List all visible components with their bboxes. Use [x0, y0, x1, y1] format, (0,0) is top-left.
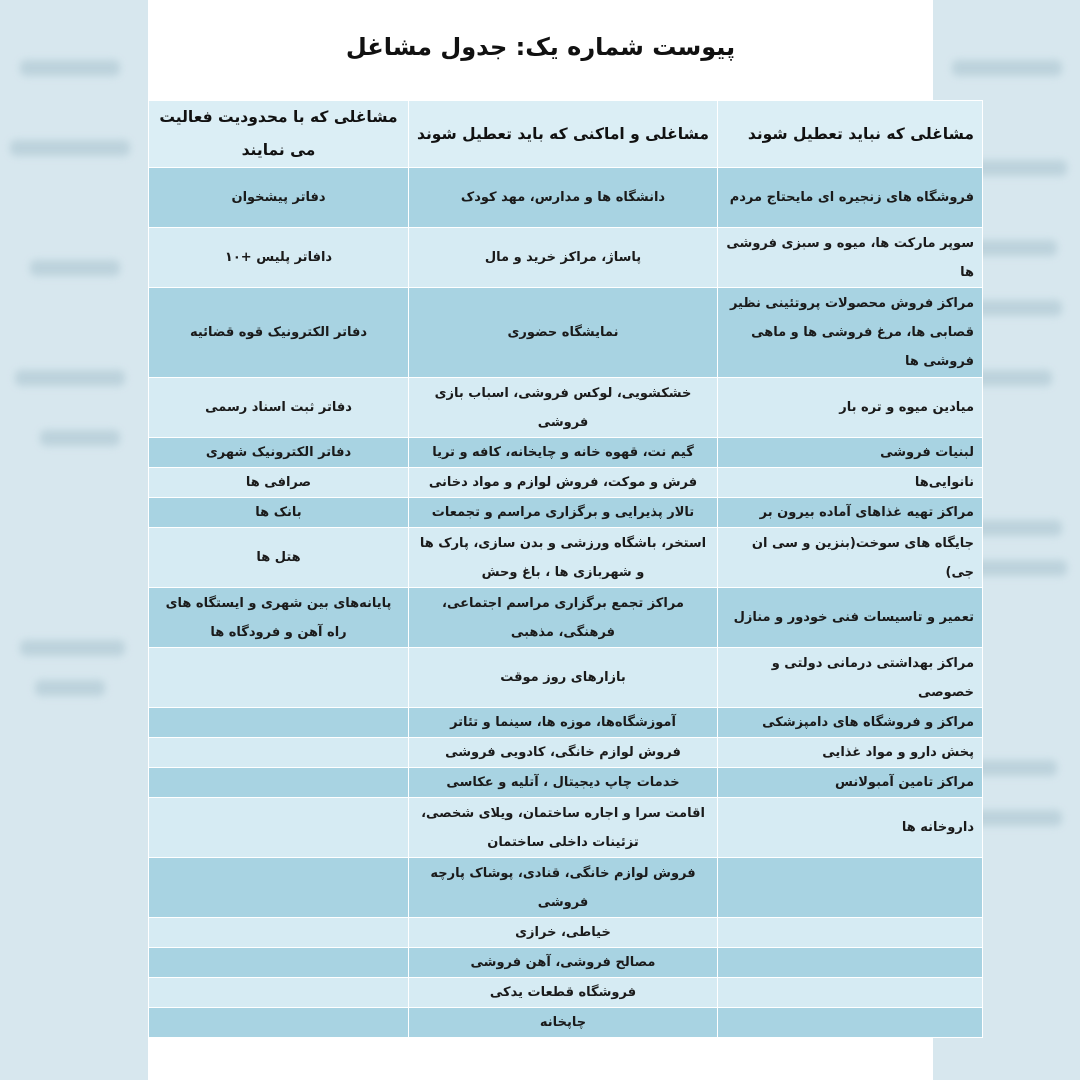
table-row [149, 798, 983, 858]
cell-closed: دانشگاه ها و مدارس، مهد کودک [409, 168, 718, 228]
cell-closed: تالار پذیرایی و برگزاری مراسم و تجمعات [409, 498, 718, 528]
cell-open: پخش دارو و مواد غذایی [718, 738, 983, 768]
cell-open [718, 1008, 983, 1038]
cell-restricted [149, 1008, 409, 1038]
cell-closed: نمایشگاه حضوری [409, 288, 718, 378]
cell-open: مراکز بهداشتی درمانی دولتی و خصوصی [718, 648, 983, 708]
cell-open: مراکز و فروشگاه های دامپزشکی [718, 708, 983, 738]
cell-restricted [149, 648, 409, 708]
cell-restricted: دافاتر پلیس +۱۰ [149, 228, 409, 288]
cell-closed: مصالح فروشی، آهن فروشی [409, 948, 718, 978]
table-row [149, 438, 983, 468]
cell-closed: فروش لوازم خانگی، کادویی فروشی [409, 738, 718, 768]
cell-restricted [149, 768, 409, 798]
cell-open: سوپر مارکت ها، میوه و سبزی فروشی ها [718, 228, 983, 288]
table-row [149, 168, 983, 228]
cell-closed: اقامت سرا و اجاره ساختمان، ویلای شخصی، تزئینات داخلی ساختمان [409, 798, 718, 858]
cell-open: داروخانه ها [718, 798, 983, 858]
cell-restricted: پایانه‌های بین شهری و ایستگاه های راه آهن و فرودگاه ها [149, 588, 409, 648]
cell-open [718, 858, 983, 918]
cell-open: مراکز تهیه غذاهای آماده بیرون بر [718, 498, 983, 528]
cell-closed: استخر، باشگاه ورزشی و بدن سازی، پارک ها و شهربازی ها ، باغ وحش [409, 528, 718, 588]
cell-restricted: بانک ها [149, 498, 409, 528]
table-row [149, 948, 983, 978]
cell-open: تعمیر و تاسیسات فنی خودور و منازل [718, 588, 983, 648]
table-body [149, 168, 983, 1038]
table-row [149, 228, 983, 288]
cell-restricted [149, 978, 409, 1008]
cell-closed: خشکشویی، لوکس فروشی، اسباب بازی فروشی [409, 378, 718, 438]
cell-closed: خدمات چاپ دیجیتال ، آتلیه و عکاسی [409, 768, 718, 798]
page-title: پیوست شماره یک: جدول مشاغل [345, 33, 736, 61]
cell-restricted: صرافی ها [149, 468, 409, 498]
cell-restricted [149, 708, 409, 738]
cell-closed: بازارهای روز موقت [409, 648, 718, 708]
cell-restricted [149, 918, 409, 948]
cell-closed: چاپخانه [409, 1008, 718, 1038]
table-row [149, 858, 983, 918]
cell-restricted [149, 798, 409, 858]
cell-open: لبنیات فروشی [718, 438, 983, 468]
cell-closed: فروش لوازم خانگی، قنادی، پوشاک پارچه فروشی [409, 858, 718, 918]
table-row [149, 378, 983, 438]
cell-restricted [149, 738, 409, 768]
table-row [149, 978, 983, 1008]
cell-restricted: دفاتر الکترونیک قوه قضائیه [149, 288, 409, 378]
cell-closed: فروشگاه قطعات یدکی [409, 978, 718, 1008]
cell-closed: خیاطی، خرازی [409, 918, 718, 948]
cell-restricted: دفاتر پیشخوان [149, 168, 409, 228]
cell-open: مراکز فروش محصولات پروتئینی نظیر قصابی ها، مرغ فروشی ها و ماهی فروشی ها [718, 288, 983, 378]
cell-open: نانوایی‌ها [718, 468, 983, 498]
cell-restricted: دفاتر ثبت اسناد رسمی [149, 378, 409, 438]
table-row [149, 708, 983, 738]
page-bottom-margin [148, 1054, 933, 1080]
cell-open: فروشگاه های زنجیره ای مایحتاج مردم [718, 168, 983, 228]
cell-restricted [149, 948, 409, 978]
cell-open: میادین میوه و تره بار [718, 378, 983, 438]
header-open-businesses: مشاغلی که نباید تعطیل شوند [718, 101, 983, 168]
table-row [149, 1008, 983, 1038]
blurred-background-left [0, 0, 148, 1080]
table-row [149, 468, 983, 498]
document-page [148, 0, 974, 1080]
table-row [149, 528, 983, 588]
cell-open: جایگاه های سوخت(بنزین و سی ان جی) [718, 528, 983, 588]
cell-closed: فرش و موکت، فروش لوازم و مواد دخانی [409, 468, 718, 498]
cell-closed: آموزشگاه‌ها، موزه ها، سینما و تئاتر [409, 708, 718, 738]
table-row [149, 498, 983, 528]
table-header-row [149, 101, 983, 168]
cell-open [718, 918, 983, 948]
cell-restricted [149, 858, 409, 918]
occupations-table [148, 100, 983, 1038]
cell-closed: پاساژ، مراکز خرید و مال [409, 228, 718, 288]
cell-closed: گیم نت، قهوه خانه و چایخانه، کافه و تریا [409, 438, 718, 468]
cell-restricted: دفاتر الکترونیک شهری [149, 438, 409, 468]
cell-open [718, 978, 983, 1008]
cell-open [718, 948, 983, 978]
table-row [149, 738, 983, 768]
header-closed-businesses: مشاغلی و اماکنی که باید تعطیل شوند [409, 101, 718, 168]
cell-open: مراکز تامین آمبولانس [718, 768, 983, 798]
cell-restricted: هتل ها [149, 528, 409, 588]
header-restricted-businesses: مشاغلی که با محدودیت فعالیت می نمایند [149, 101, 409, 168]
cell-closed: مراکز تجمع برگزاری مراسم اجتماعی، فرهنگی، مذهبی [409, 588, 718, 648]
table-row [149, 918, 983, 948]
table-row [149, 768, 983, 798]
table-row [149, 588, 983, 648]
table-row [149, 648, 983, 708]
table-row [149, 288, 983, 378]
